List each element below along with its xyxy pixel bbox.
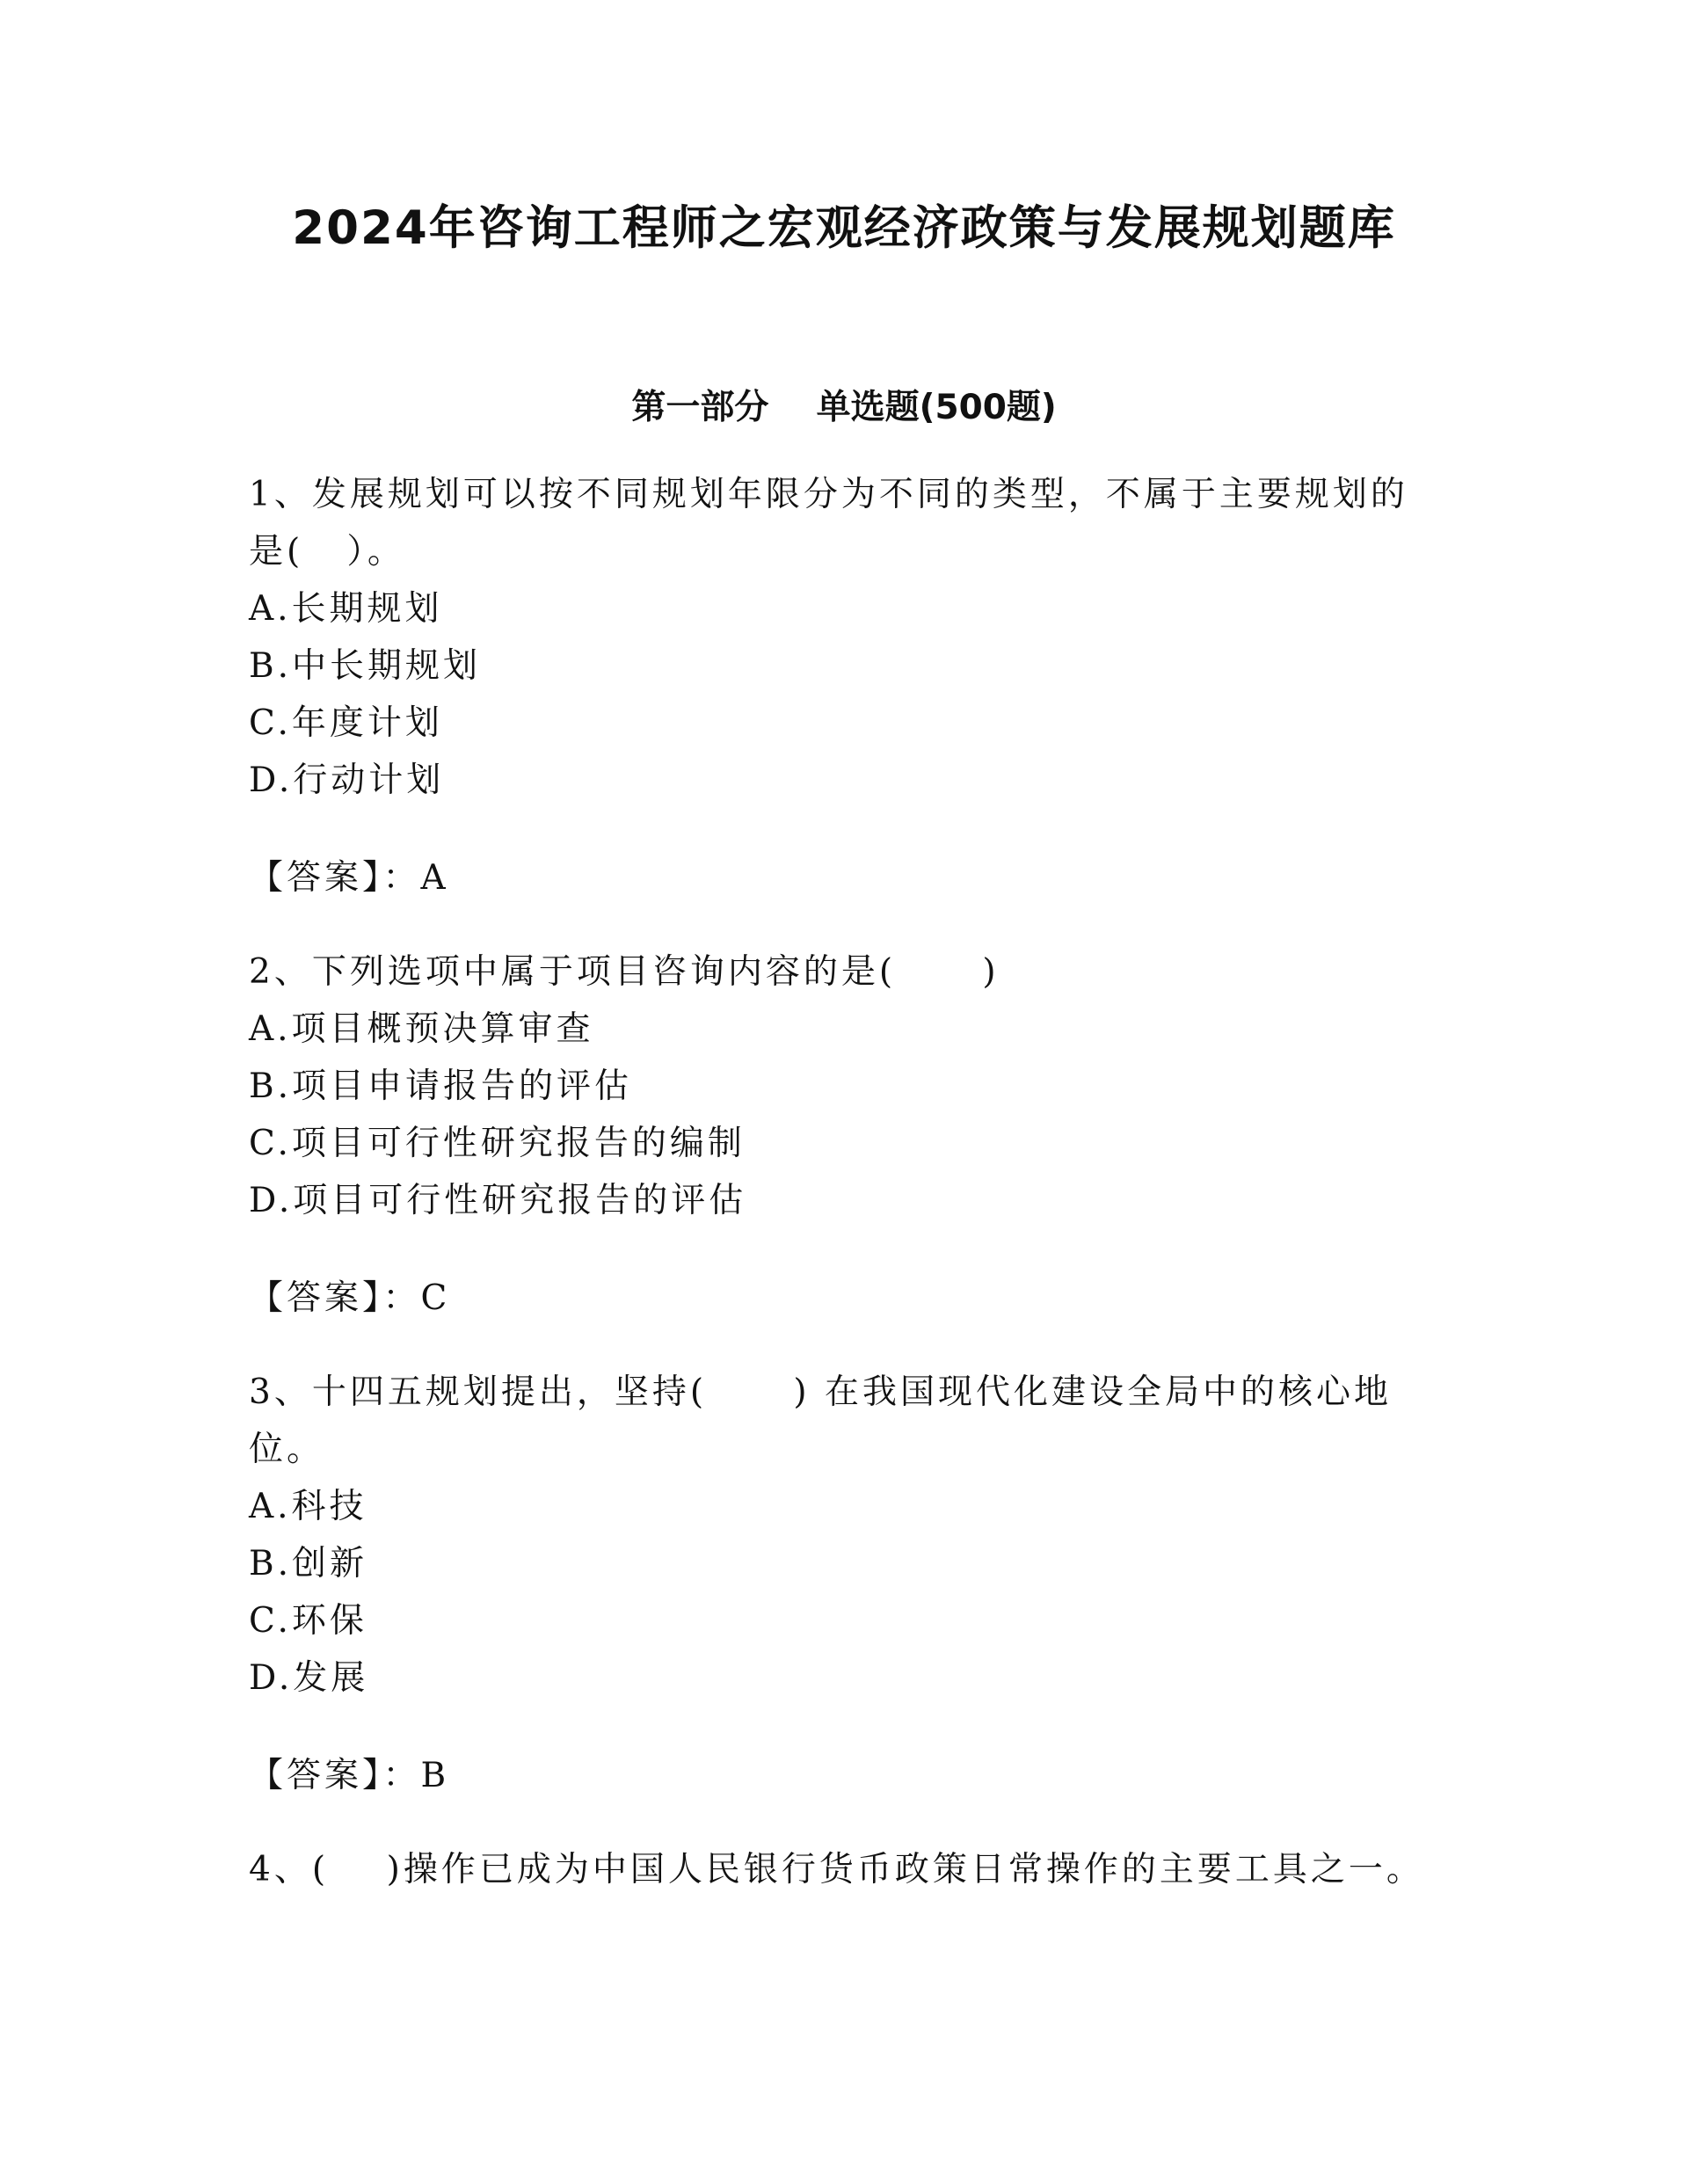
option-d: D.发展 [249,1658,369,1698]
answer: 【答案】：C [249,1278,451,1318]
option-b: B.中长期规划 [249,646,482,686]
question-stem: 3、十四五规划提出，坚持( ) 在我国现代化建设全局中的核心地位。 [249,1372,1393,1469]
option-b: B.创新 [249,1544,368,1583]
option-c: C.环保 [249,1601,367,1641]
option-d: D.行动计划 [249,761,445,800]
option-d: D.项目可行性研究报告的评估 [249,1181,747,1220]
question-2 [249,943,1444,1327]
option-c: C.年度计划 [249,703,443,743]
question-stem: 1、发展规划可以按不同规划年限分为不同的类型，不属于主要规划的是( ）。 [249,475,1408,571]
question-stem: 4、( )操作已成为中国人民银行货币政策日常操作的主要工具之一。 [249,1850,1424,1889]
option-a: A.长期规划 [249,589,443,629]
answer: 【答案】：A [249,858,449,898]
document-title: 2024年咨询工程师之宏观经济政策与发展规划题库 [292,201,1396,255]
option-b: B.项目申请报告的评估 [249,1067,633,1106]
question-1 [249,466,1444,906]
question-list [249,466,1444,1898]
section-title: 第一部分 单选题(500题) [631,388,1057,427]
answer: 【答案】：B [249,1756,450,1795]
option-c: C.项目可行性研究报告的编制 [249,1124,746,1163]
question-stem: 2、下列选项中属于项目咨询内容的是( ) [249,952,1000,992]
option-a: A.项目概预决算审查 [249,1009,594,1049]
question-3 [249,1364,1444,1804]
option-a: A.科技 [249,1487,367,1526]
question-4 [249,1841,1444,1898]
